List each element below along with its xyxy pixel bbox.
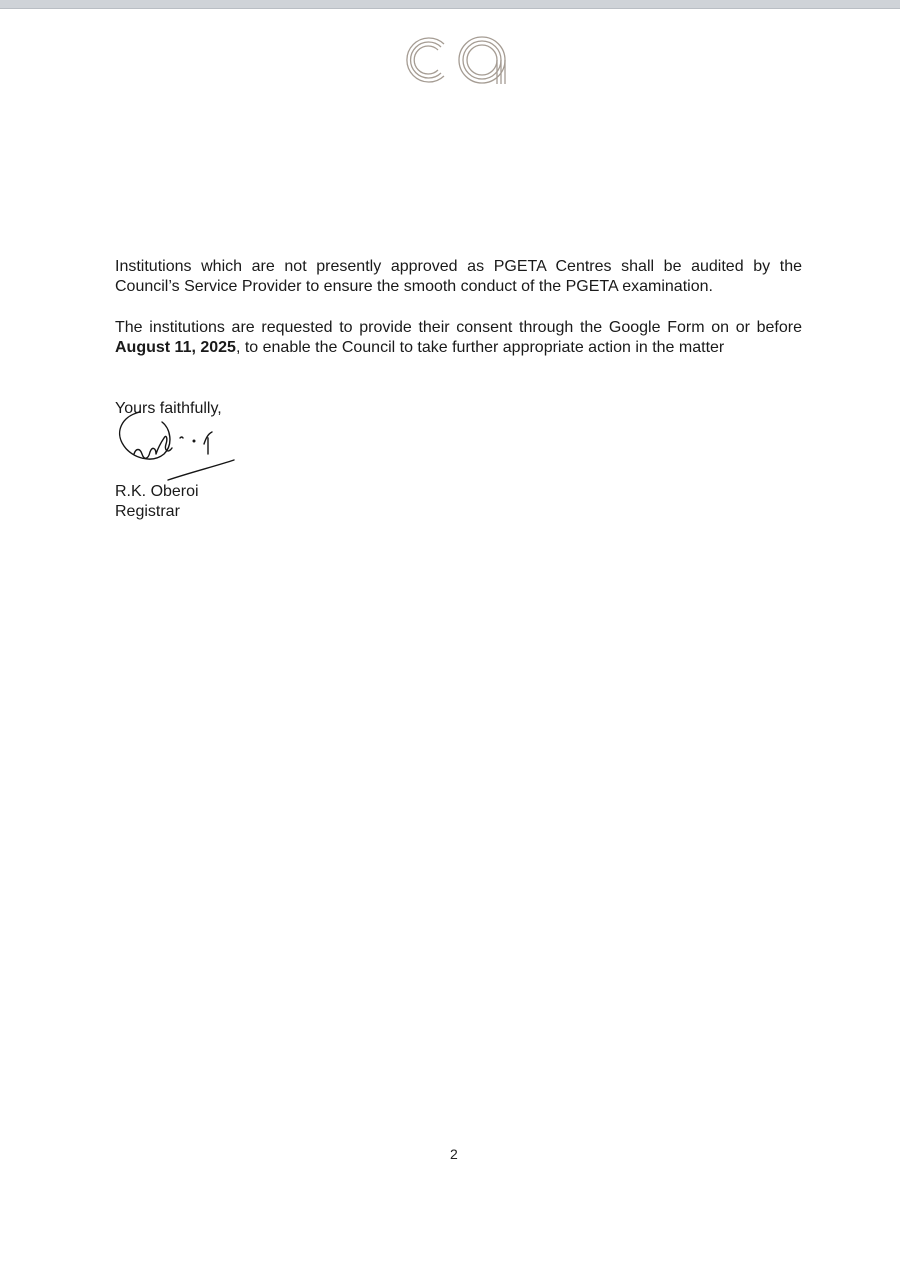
closing-salutation: Yours faithfully, bbox=[115, 400, 222, 417]
paragraph-consent-request bbox=[115, 318, 802, 358]
consent-text-tail: , to enable the Council to take further appropriate action in the matter bbox=[235, 339, 725, 356]
consent-text-lead: The institutions are requested to provide their consent through the Google Form on or before bbox=[115, 319, 802, 336]
scan-edge bbox=[0, 0, 900, 9]
paragraph-audit-notice: Institutions which are not presently approved as PGETA Centres shall be audited by the Council’s Service Provider to ensure the smooth conduct of the PGETA examination. bbox=[115, 258, 802, 295]
signatory-title: Registrar bbox=[115, 503, 180, 520]
handwritten-signature-icon bbox=[112, 408, 242, 488]
signatory-block bbox=[115, 482, 199, 522]
signatory-name: R.K. Oberoi bbox=[115, 483, 199, 500]
consent-deadline-date: August 11, 2025 bbox=[115, 339, 236, 356]
page-number: 2 bbox=[450, 1146, 458, 1162]
ca-logo-icon bbox=[394, 32, 512, 88]
